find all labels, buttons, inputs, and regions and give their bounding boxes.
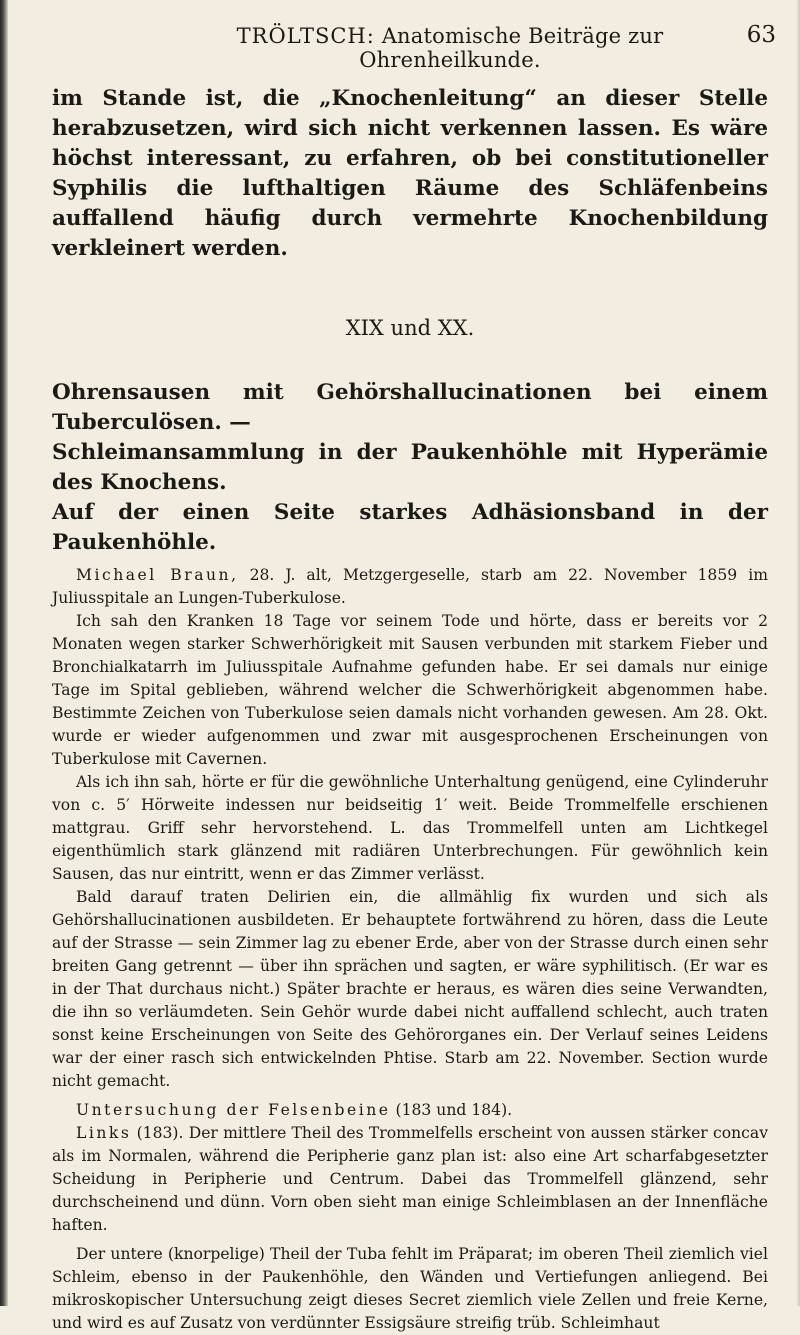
paragraph-left-ear — [52, 1122, 768, 1237]
page-edge — [796, 0, 800, 1306]
paragraph-delirium — [52, 886, 768, 1093]
examination-heading: Untersuchung der Felsenbeine — [76, 1101, 391, 1119]
section-title-line: Schleimansammlung in der Paukenhöhle mit Hyperämie des Knochens. — [52, 440, 768, 495]
paragraph-text: (183). Der mittlere Theil des Trommelfells erscheint von aussen stärker concav als im Normalen, während die Peripherie ganz plan ist: also eine Art scharfabgesetzter Scheidung in Peripherie und Centrum. Dabei das Trommelfell glänzend, sehr durchscheinend und dünn. Vorn oben sieht man einige Schleimblasen an der Innenfläche haften. — [52, 1124, 768, 1234]
page-content — [52, 78, 768, 1335]
running-header — [170, 24, 730, 72]
paragraph-text: 28. J. alt, Metzgergeselle, starb am 22. November 1859 im Juliusspitale an Lungen-Tuberkulose. — [52, 566, 768, 607]
left-ear-label: Links — [76, 1124, 132, 1142]
body-text — [52, 564, 768, 1335]
header-author: TRÖLTSCH: — [236, 24, 375, 48]
section-title — [52, 378, 768, 558]
paragraph-text: Der untere (knorpelige) Theil der Tuba fehlt im Präparat; im oberen Theil ziemlich viel Schleim, ebenso in der Paukenhöhle, den Wänden und Vertiefungen anliegend. Bei mikroskopischer Untersuchung zeigt dieses Secret ziemlich viele Zellen und freie Kerne, und wird es auf Zusatz von verdünnter Essigsäure streifig trüb. Schleimhaut — [52, 1245, 768, 1332]
page-gutter-shadow — [0, 0, 8, 1306]
paragraph-text: Als ich ihn sah, hörte er für die gewöhnliche Unterhaltung genügend, eine Cylinderuhr von c. 5′ Hörweite indessen nur beidseitig 1′ weit. Beide Trommelfelle erschienen mattgrau. Griff sehr hervorstehend. L. das Trommelfell unten am Lichtkegel eigenthümlich stark glänzend mit radiären Unterbrechungen. Für gewöhnlich kein Sausen, das nur eintritt, wenn er das Zimmer verlässt. — [52, 773, 768, 883]
paragraph-examination-heading — [52, 1099, 768, 1122]
section-number: XIX und XX. — [345, 316, 475, 340]
lead-paragraph: im Stande ist, die „Knochenleitung“ an dieser Stelle herabzusetzen, wird sich nicht verkennen lassen. Es wäre höchst interessant, zu erfahren, ob bei constitutioneller Syphilis die lufthaltigen Räume des Schläfenbeins auffallend häufig durch vermehrte Knochenbildung verkleinert werden. — [52, 86, 768, 261]
patient-name: Michael Braun, — [76, 566, 239, 584]
header-journal-title: Anatomische Beiträge zur Ohrenheilkunde. — [359, 24, 664, 72]
section-title-line: Ohrensausen mit Gehörshallucinationen bei einem Tuberculösen. — — [52, 380, 768, 435]
page-number: 63 — [746, 22, 776, 48]
paragraph-hearing — [52, 771, 768, 886]
paragraph-tuba — [52, 1243, 768, 1335]
paragraph-history — [52, 610, 768, 771]
section-title-line: Auf der einen Seite starkes Adhäsionsband in der Paukenhöhle. — [52, 500, 768, 555]
paragraph-text: (183 und 184). — [390, 1101, 513, 1119]
paragraph-text: Bald darauf traten Delirien ein, die allmählig fix wurden und sich als Gehörshallucinationen ausbildeten. Er behauptete fortwährend zu hören, dass die Leute auf der Strasse — sein Zimmer lag zu ebener Erde, aber von der Strasse durch einen sehr breiten Gang getrennt — über ihn sprächen und sagten, er wäre syphilitisch. (Er war es in der That durchaus nicht.) Später brachte er heraus, es wären dies seine Verwandten, die ihn so verläumdeten. Sein Gehör wurde dabei nicht auffallend schlecht, auch traten sonst keine Erscheinungen von Seite des Gehörorganes ein. Der Verlauf seines Leidens war der einer rasch sich entwickelnden Phtise. Starb am 22. November. Section wurde nicht gemacht. — [52, 888, 768, 1090]
paragraph-text: Ich sah den Kranken 18 Tage vor seinem Tode und hörte, dass er bereits vor 2 Monaten wegen starker Schwerhörigkeit mit Sausen verbunden mit starkem Fieber und Bronchialkatarrh im Juliusspitale Aufnahme gefunden habe. Er sei damals nur einige Tage im Spital geblieben, während welcher die Schwerhörigkeit abgenommen habe. Bestimmte Zeichen von Tuberkulose seien damals nicht vorhanden gewesen. Am 28. Okt. wurde er wieder aufgenommen und zwar mit ausgesprochenen Erscheinungen von Tuberkulose mit Cavernen. — [52, 612, 768, 768]
paragraph-patient — [52, 564, 768, 610]
